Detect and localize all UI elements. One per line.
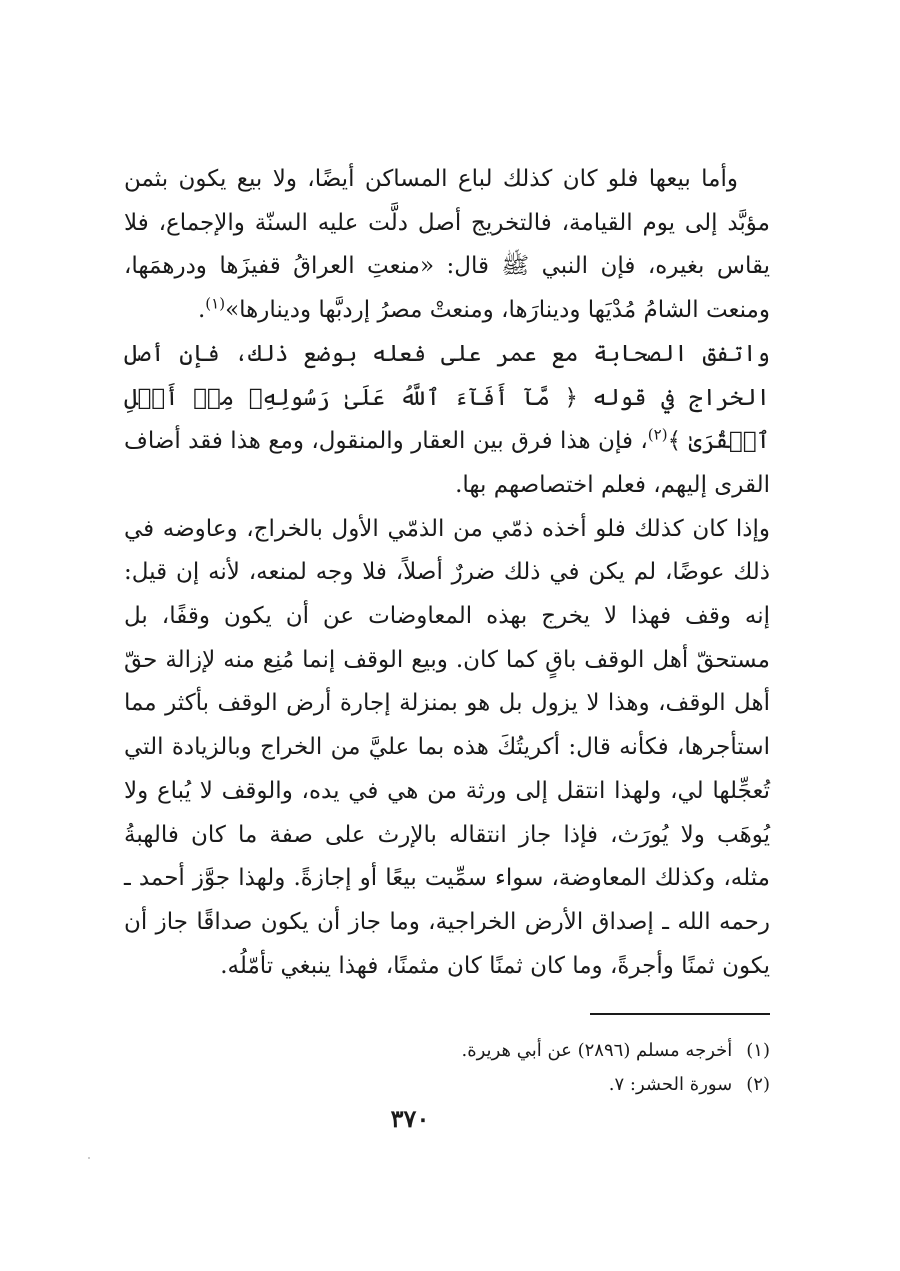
footnote-ref-2: (٢) (647, 425, 668, 444)
footnote-number: (٢) (746, 1074, 770, 1095)
text-run: . (197, 297, 206, 324)
footnote-separator (590, 1013, 770, 1015)
text-run: ، فإن هذا فرق بين العقار والمنقول، ومع هذا فقد أضاف القرى إليهم، فعلم اختصاصهم بها. (124, 428, 770, 498)
scan-speck (88, 1157, 90, 1159)
footnote-2 (124, 1068, 770, 1102)
footnotes (124, 1034, 770, 1102)
paragraph-2 (124, 333, 770, 508)
footnote-ref-1: (١) (205, 294, 226, 313)
page-number: ٣٧٠ (390, 1104, 430, 1133)
paragraph-3 (124, 508, 770, 989)
footnote-text: أخرجه مسلم (٢٨٩٦) عن أبي هريرة. (461, 1040, 733, 1061)
main-text (124, 158, 770, 988)
text-run: واتفق الصحابة مع عمر على فعله بوضع ذلك، فإن أصل الخراج في قوله ﴿ مَّآ أَفَآءَ ٱللَّهُ عَلَىٰ رَسُولِهِۦ مِنۡ أَهۡلِ ٱلۡقُرَىٰ ﴾ (124, 340, 770, 455)
footnote-number: (١) (746, 1040, 770, 1061)
paragraph-1 (124, 158, 770, 333)
text-run: وأما بيعها فلو كان كذلك لباع المساكن أيضًا، ولا بيع يكون بثمن مؤبَّد إلى يوم القيامة، فالتخريج أصل دلَّت عليه السنّة والإجماع، فلا يقاس بغيره، فإن النبي ﷺ قال: «منعتِ العراقُ قفيزَها ودرهمَها، ومنعت الشامُ مُدْيَها ودينارَها، ومنعتْ مصرُ إردبَّها ودينارها» (124, 166, 771, 324)
footnote-text: سورة الحشر: ٧. (608, 1074, 733, 1095)
footnote-1 (124, 1034, 770, 1068)
text-run: وإذا كان كذلك فلو أخذه ذمّي من الذمّي الأول بالخراج، وعاوضه في ذلك عوضًا، لم يكن في ذلك ضررٌ أصلاً، فلا وجه لمنعه، لأنه إن قيل: إنه وقف فهذا لا يخرج بهذه المعاوضات عن أن يكون وقفًا، بل مستحقّ أهل الوقف باقٍ كما كان. وبيع الوقف إنما مُنِع منه لإزالة حقّ أهل الوقف، وهذا لا يزول بل هو بمنزلة إجارة أرض الوقف بأكثر مما استأجرها، فكأنه قال: أكريتُكَ هذه بما عليَّ من الخراج وبالزيادة التي تُعجِّلها لي، ولهذا انتقل إلى ورثة من هي في يده، والوقف لا يُباع ولا يُوهَب ولا يُورَث، فإذا جاز انتقاله بالإرث على صفة ما كان فالهبةُ مثله، وكذلك المعاوضة، سواء سمِّيت بيعًا أو إجازةً. ولهذا جوَّز أحمد ـ رحمه الله ـ إصداق الأرض الخراجية، وما جاز أن يكون صداقًا جاز أن يكون ثمنًا وأجرةً، وما كان ثمنًا كان مثمنًا، فهذا ينبغي تأمّلُه. (124, 515, 770, 979)
